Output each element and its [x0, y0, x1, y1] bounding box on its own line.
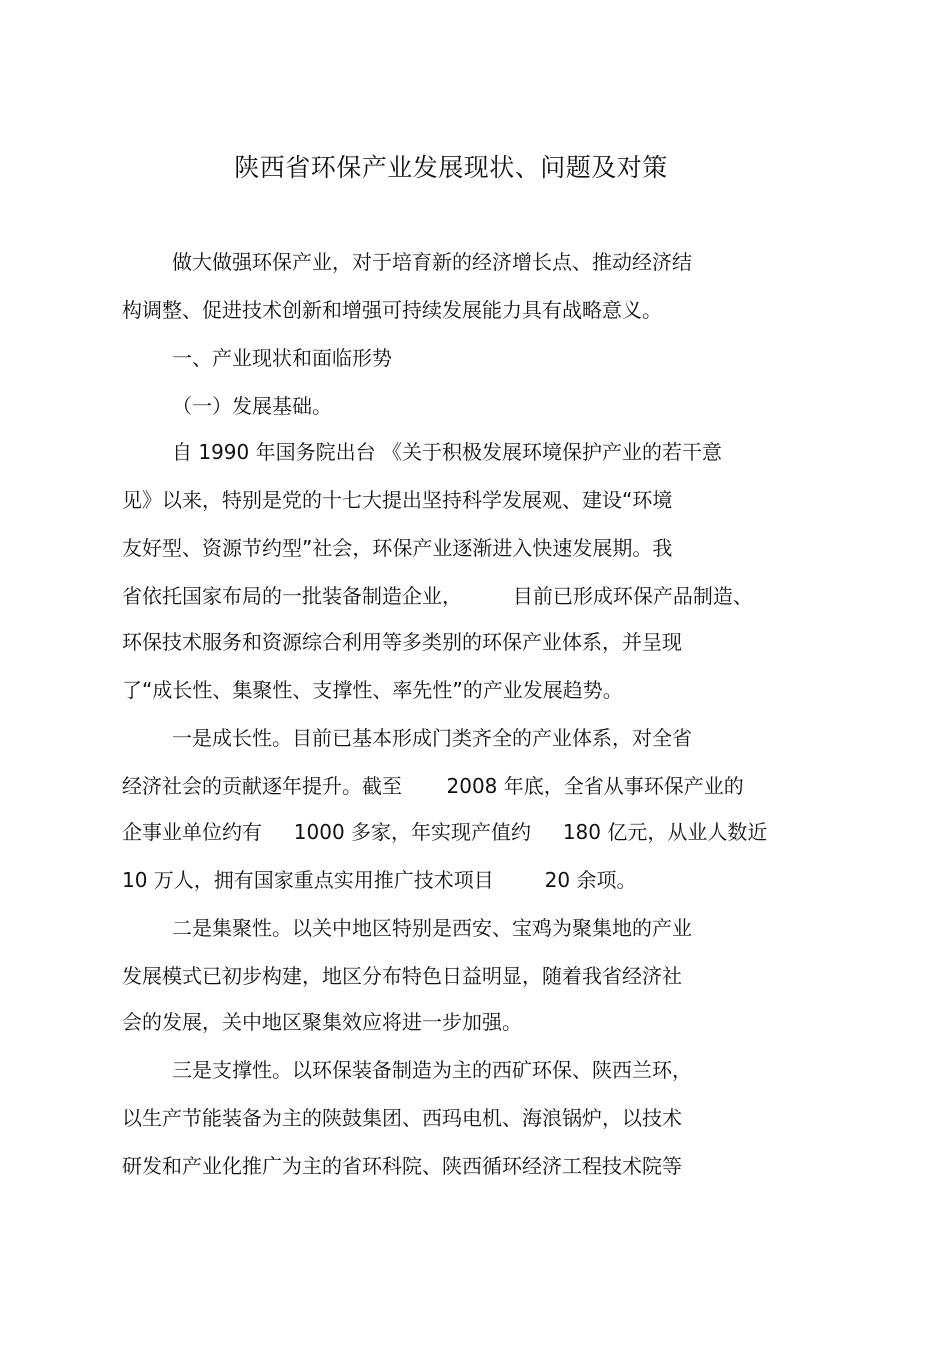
- text-line: 三是支撑性。以环保装备制造为主的西矿环保、陕西兰环，: [172, 1058, 692, 1082]
- document-title: 陕西省环保产业发展现状、问题及对策: [234, 153, 668, 182]
- text-line: 二是集聚性。以关中地区特别是西安、宝鸡为聚集地的产业: [172, 916, 692, 940]
- text-line: 省依托国家布局的一批装备制造企业， 目前已形成环保产品制造、: [122, 584, 753, 608]
- text-line: 环保技术服务和资源综合利用等多类别的环保产业体系，并呈现: [122, 630, 682, 654]
- text-line: 以生产节能装备为主的陕鼓集团、西玛电机、海浪锅炉，以技术: [122, 1106, 682, 1130]
- section-heading: 一、产业现状和面临形势: [172, 346, 392, 370]
- text-line: 构调整、促进技术创新和增强可持续发展能力具有战略意义。: [122, 298, 662, 322]
- text-line: 经济社会的贡献逐年提升。截至 2008 年底，全省从事环保产业的: [122, 774, 744, 798]
- text-line: 做大做强环保产业，对于培育新的经济增长点、推动经济结: [172, 250, 692, 274]
- text-line: 自 1990 年国务院出台 《关于积极发展环境保护产业的若干意: [172, 440, 722, 464]
- text-line: 研发和产业化推广为主的省环科院、陕西循环经济工程技术院等: [122, 1154, 682, 1178]
- text-line: 一是成长性。目前已基本形成门类齐全的产业体系，对全省: [172, 726, 692, 750]
- text-line: 发展模式已初步构建，地区分布特色日益明显，随着我省经济社: [122, 964, 682, 988]
- subsection-heading: （一）发展基础。: [172, 394, 332, 418]
- text-line: 了“成长性、集聚性、支撑性、率先性”的产业发展趋势。: [122, 678, 623, 702]
- text-line: 友好型、资源节约型”社会，环保产业逐渐进入快速发展期。我: [122, 536, 673, 560]
- text-line: 会的发展，关中地区聚集效应将进一步加强。: [122, 1010, 522, 1034]
- text-line: 见》以来，特别是党的十七大提出坚持科学发展观、建设“环境: [122, 488, 673, 512]
- text-line: 企事业单位约有 1000 多家，年实现产值约 180 亿元，从业人数近: [122, 820, 768, 844]
- text-line: 10 万人，拥有国家重点实用推广技术项目 20 余项。: [122, 868, 637, 892]
